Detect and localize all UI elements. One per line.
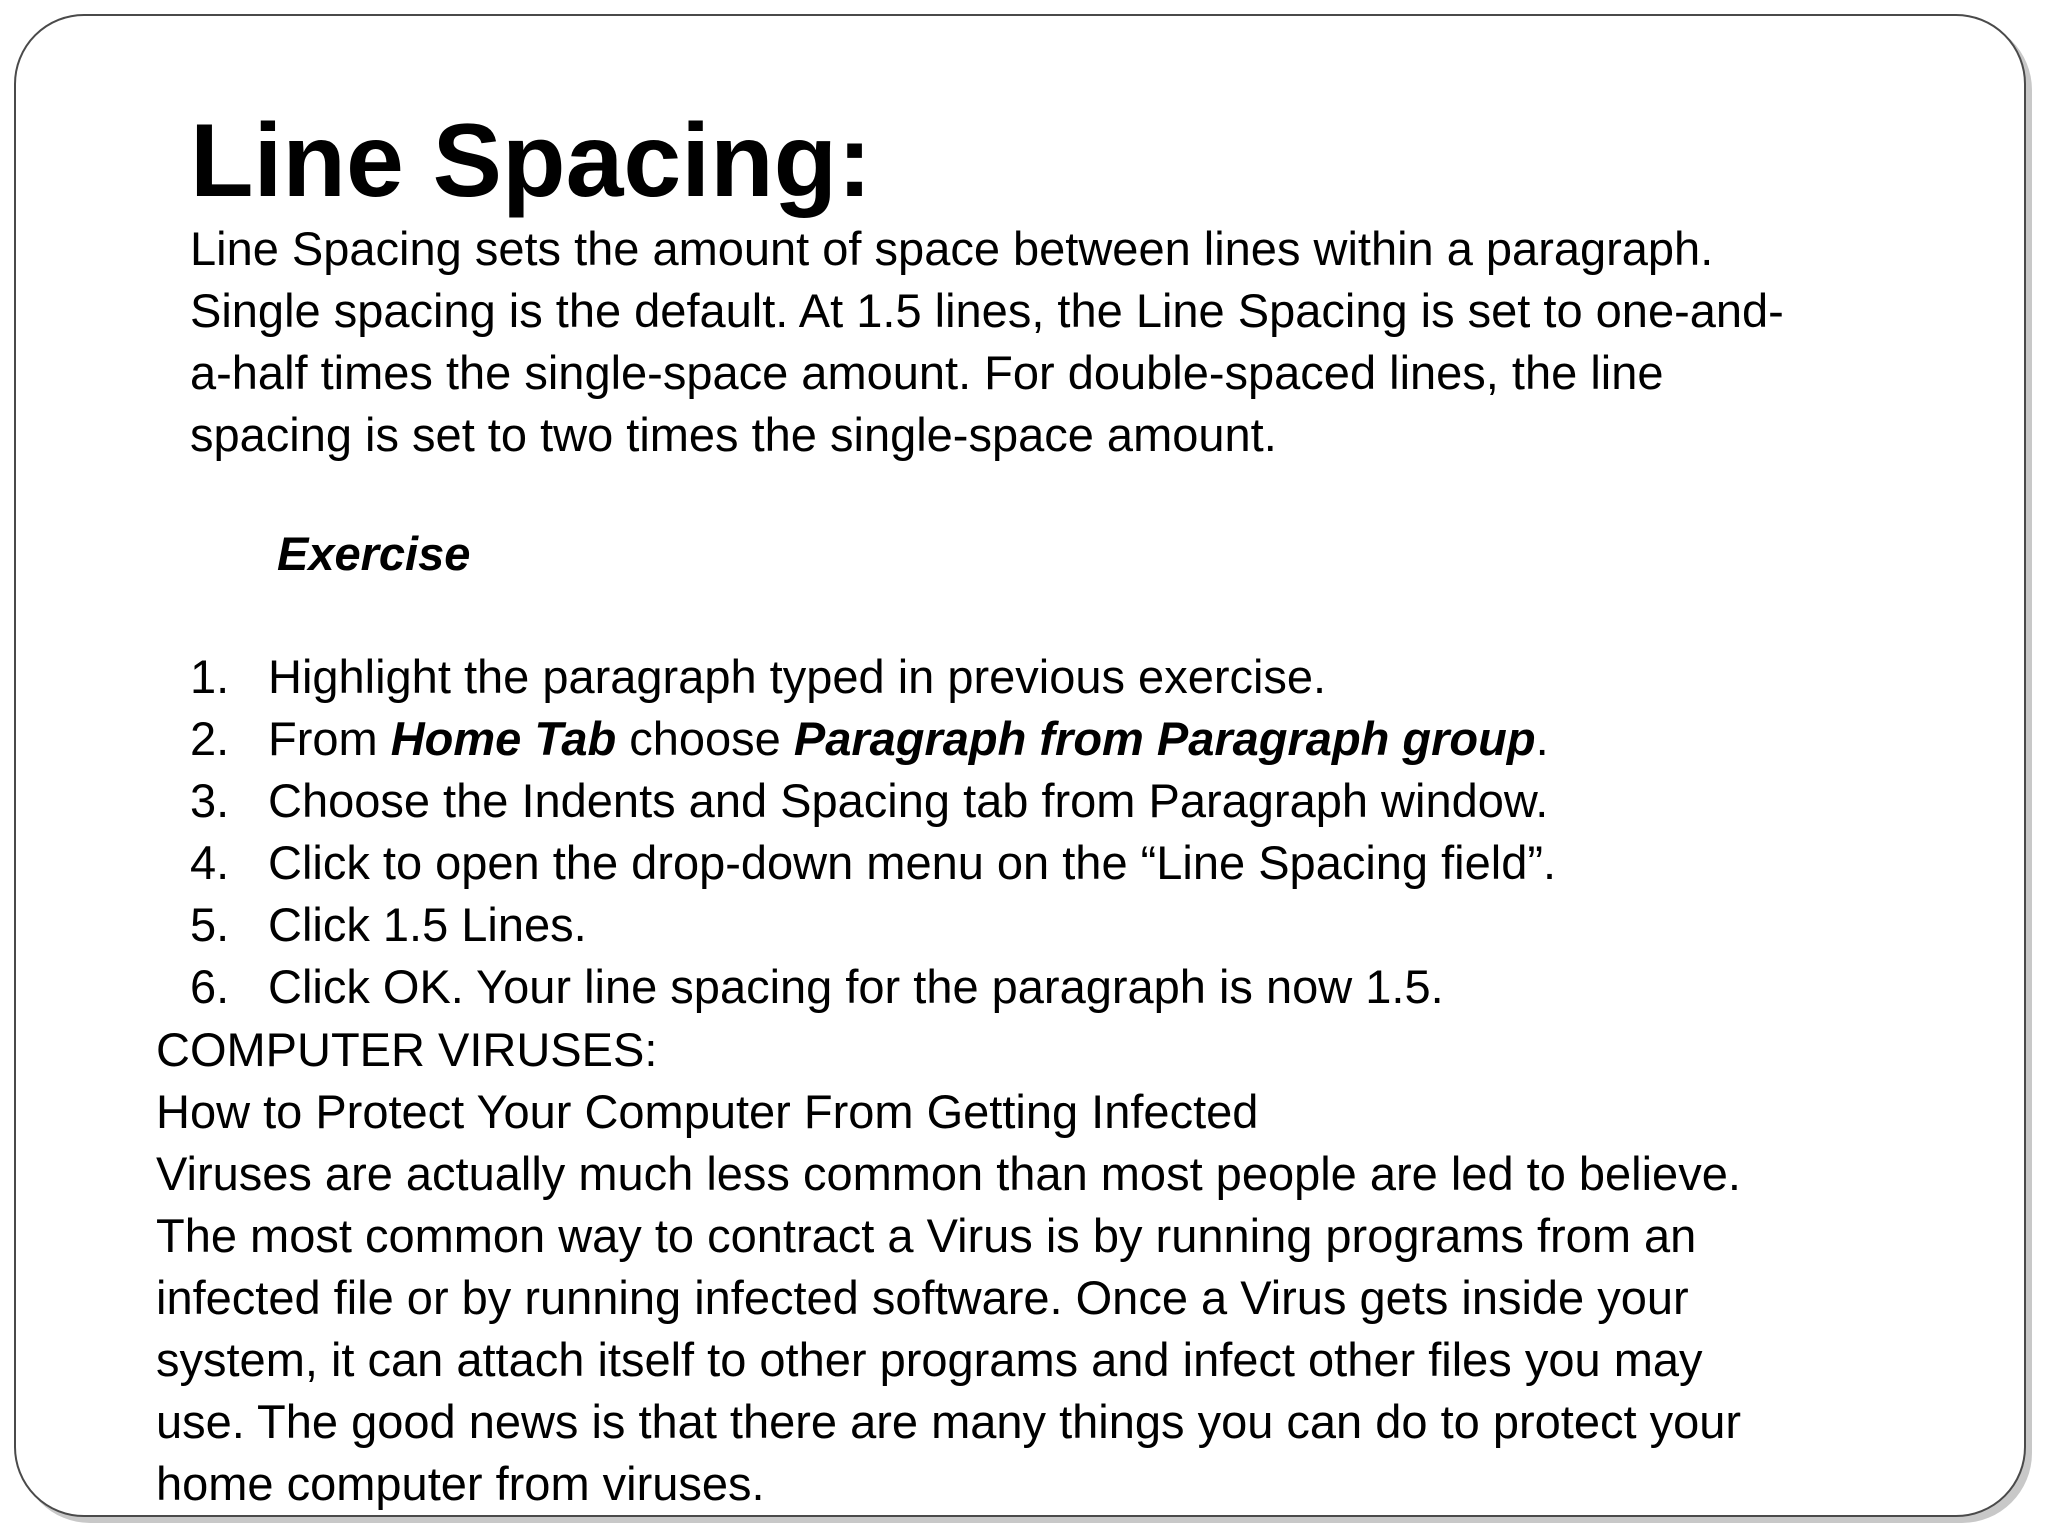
intro-line: a-half times the single-space amount. For double-spaced lines, the line <box>190 346 1664 399</box>
slide-frame <box>14 14 2026 1517</box>
step-number: 4. <box>190 836 230 889</box>
exercise-steps-list <box>190 646 1556 1018</box>
step-emphasis: Paragraph from Paragraph group <box>793 712 1536 765</box>
step-text: Click to open the drop-down menu on the “Line Spacing field”. <box>268 836 1557 889</box>
step-text: Click OK. Your line spacing for the paragraph is now 1.5. <box>268 960 1444 1013</box>
intro-line: Single spacing is the default. At 1.5 lines, the Line Spacing is set to one-and- <box>190 284 1784 337</box>
virus-paragraph-line: system, it can attach itself to other programs and infect other files you may <box>156 1333 1703 1386</box>
exercise-heading: Exercise <box>277 527 471 580</box>
step-number: 3. <box>190 774 230 827</box>
virus-paragraph-line: The most common way to contract a Virus is by running programs from an <box>156 1209 1697 1262</box>
list-item <box>190 956 1556 1018</box>
step-text-post: . <box>1535 712 1549 765</box>
step-text-mid: choose <box>616 712 794 765</box>
step-text: Choose the Indents and Spacing tab from Paragraph window. <box>268 774 1549 827</box>
list-item <box>190 646 1556 708</box>
step-text: Click 1.5 Lines. <box>268 898 587 951</box>
virus-paragraph-line: use. The good news is that there are many things you can do to protect your <box>156 1395 1742 1448</box>
step-number: 6. <box>190 960 230 1013</box>
virus-section <box>156 1019 1741 1515</box>
intro-paragraph <box>190 218 1784 466</box>
step-text: Highlight the paragraph typed in previous exercise. <box>268 650 1327 703</box>
list-item <box>190 708 1556 770</box>
virus-paragraph-line: infected file or by running infected software. Once a Virus gets inside your <box>156 1271 1689 1324</box>
section-heading: COMPUTER VIRUSES: <box>156 1023 658 1076</box>
step-number: 2. <box>190 712 230 765</box>
intro-line: spacing is set to two times the single-space amount. <box>190 408 1277 461</box>
step-number: 1. <box>190 650 230 703</box>
step-emphasis: Home Tab <box>390 712 617 765</box>
intro-line: Line Spacing sets the amount of space between lines within a paragraph. <box>190 222 1714 275</box>
step-number: 5. <box>190 898 230 951</box>
step-text-pre: From <box>268 712 391 765</box>
list-item <box>190 770 1556 832</box>
virus-paragraph-line: home computer from viruses. <box>156 1457 765 1510</box>
page-title: Line Spacing: <box>190 103 872 219</box>
section-subheading: How to Protect Your Computer From Getting Infected <box>156 1085 1259 1138</box>
list-item <box>190 894 1556 956</box>
virus-paragraph-line: Viruses are actually much less common than most people are led to believe. <box>156 1147 1741 1200</box>
list-item <box>190 832 1556 894</box>
